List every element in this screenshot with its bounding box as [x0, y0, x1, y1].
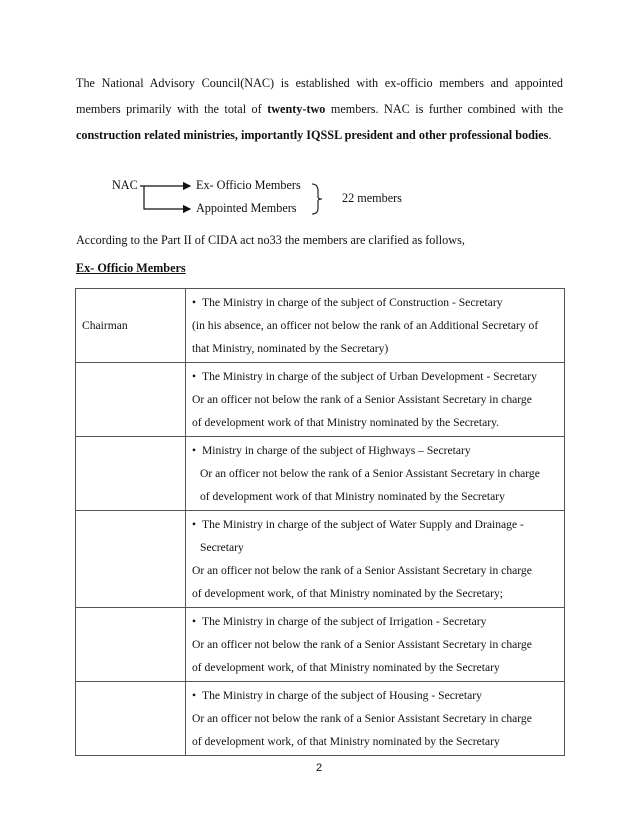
according-sentence: According to the Part II of CIDA act no33 the members are clarified as follows,	[76, 233, 465, 247]
diagram-ex-officio-label: Ex- Officio Members	[196, 178, 301, 192]
member-description-line	[192, 582, 560, 605]
member-description-line	[192, 485, 560, 508]
member-line-text: Or an officer not below the rank of a Senior Assistant Secretary in charge	[192, 393, 532, 406]
member-row	[76, 437, 565, 511]
bullet-icon: •	[192, 615, 197, 628]
member-line-text: (in his absence, an officer not below the rank of an Additional Secretary of	[192, 319, 539, 332]
intro-bold-count: twenty-two	[267, 102, 326, 116]
member-line-text: of development work, of that Ministry nominated by the Secretary	[192, 735, 500, 748]
member-line-text: The Ministry in charge of the subject of Urban Development - Secretary	[202, 370, 537, 383]
member-line-text: Or an officer not below the rank of a Senior Assistant Secretary in charge	[192, 564, 532, 577]
member-description-line	[192, 314, 560, 337]
member-line-text: of development work of that Ministry nominated by the Secretary.	[192, 416, 500, 429]
member-line-text: The Ministry in charge of the subject of Housing - Secretary	[202, 689, 482, 702]
member-title-line	[192, 365, 560, 388]
member-line-text: Ministry in charge of the subject of Highways – Secretary	[202, 444, 471, 457]
member-description-line	[192, 730, 560, 753]
member-row	[76, 289, 565, 363]
member-description-line	[192, 536, 560, 559]
member-description-cell	[186, 363, 565, 437]
member-line-text: Or an officer not below the rank of a Senior Assistant Secretary in charge	[200, 467, 540, 480]
member-description-cell	[186, 682, 565, 756]
member-title-line	[192, 291, 560, 314]
ex-officio-members-table	[75, 288, 565, 756]
member-description-cell	[186, 511, 565, 608]
member-description-line	[192, 337, 560, 360]
member-row	[76, 363, 565, 437]
member-line-text: of development work of that Ministry nominated by the Secretary	[200, 490, 505, 503]
member-line-text: of development work, of that Ministry nominated by the Secretary;	[192, 587, 504, 600]
member-description-cell	[186, 437, 565, 511]
member-role-cell	[76, 511, 186, 608]
member-line-text: The Ministry in charge of the subject of Irrigation - Secretary	[202, 615, 487, 628]
member-line-text: Or an officer not below the rank of a Senior Assistant Secretary in charge	[192, 638, 532, 651]
members-table-body	[76, 289, 565, 756]
member-description-line	[192, 559, 560, 582]
member-line-text: The Ministry in charge of the subject of Construction - Secretary	[202, 296, 503, 309]
bullet-icon: •	[192, 444, 197, 457]
bullet-icon: •	[192, 689, 197, 702]
member-row	[76, 682, 565, 756]
member-title-line	[192, 684, 560, 707]
member-line-text: that Ministry, nominated by the Secretary)	[192, 342, 389, 355]
diagram-nac-label: NAC	[112, 178, 138, 192]
diagram-appointed-label: Appointed Members	[196, 201, 297, 215]
member-row	[76, 511, 565, 608]
intro-text-2: members. NAC is further combined with the	[325, 102, 564, 116]
member-role-cell	[76, 363, 186, 437]
page-number: 2	[315, 762, 323, 774]
member-line-text: Or an officer not below the rank of a Senior Assistant Secretary in charge	[192, 712, 532, 725]
nac-diagram-connectors	[0, 170, 638, 220]
bullet-icon: •	[192, 518, 197, 531]
intro-text-3: .	[548, 128, 552, 142]
section-heading: Ex- Officio Members	[76, 261, 186, 275]
intro-paragraph	[76, 70, 563, 148]
bullet-icon: •	[192, 370, 197, 383]
member-description-cell	[186, 608, 565, 682]
intro-text-1: The National Advisory Council(NAC) is established with ex-officio members and appointed members primarily with the total of	[76, 76, 563, 116]
member-line-text: of development work, of that Ministry nominated by the Secretary	[192, 661, 500, 674]
intro-bold-bodies: construction related ministries, importantly IQSSL president and other professional bodies	[76, 128, 549, 142]
member-line-text: Secretary	[200, 541, 244, 554]
member-description-cell	[186, 289, 565, 363]
member-description-line	[192, 633, 560, 656]
diagram-total-label: 22 members	[342, 191, 402, 205]
member-role-cell	[76, 682, 186, 756]
member-description-line	[192, 462, 560, 485]
member-description-line	[192, 707, 560, 730]
member-row	[76, 608, 565, 682]
member-line-text: The Ministry in charge of the subject of Water Supply and Drainage -	[202, 518, 524, 531]
member-description-line	[192, 388, 560, 411]
member-role-cell	[76, 437, 186, 511]
member-role-cell: Chairman	[76, 289, 186, 363]
member-description-line	[192, 411, 560, 434]
member-description-line	[192, 656, 560, 679]
member-role-cell	[76, 608, 186, 682]
brace-icon	[312, 184, 322, 214]
member-title-line	[192, 513, 560, 536]
member-title-line	[192, 610, 560, 633]
member-title-line	[192, 439, 560, 462]
nac-diagram	[0, 170, 638, 220]
arrow-to-appointed	[144, 186, 190, 209]
bullet-icon: •	[192, 296, 197, 309]
